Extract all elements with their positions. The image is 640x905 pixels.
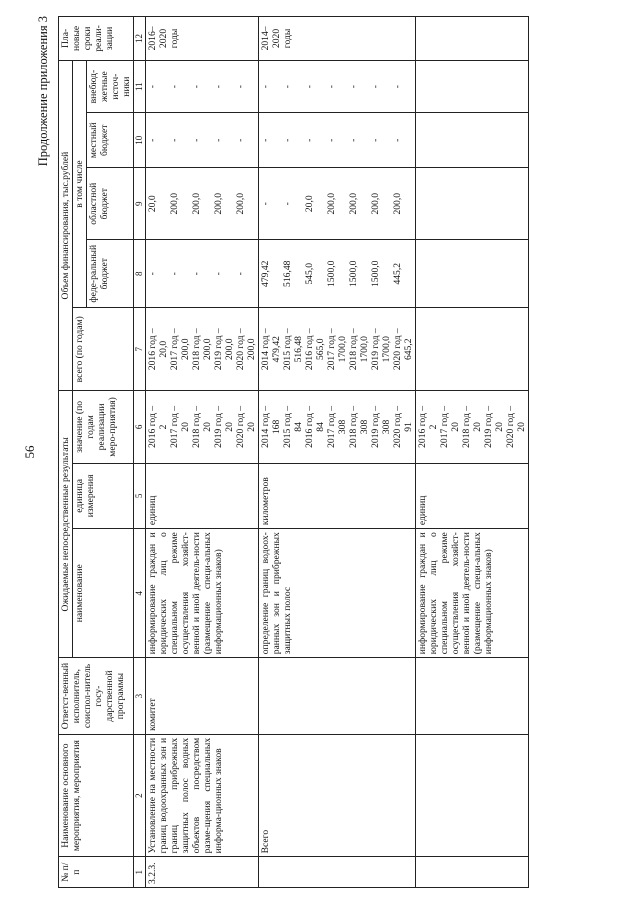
header-name: Наименование основного мероприятия, мероприятия: [59, 734, 134, 857]
col-index: 6: [134, 391, 146, 463]
row-executor: [259, 658, 416, 735]
col-index: 12: [134, 17, 146, 61]
row-result-value: 2016 год – 2 2017 год – 20 2018 год – 20 2019 год – 20 2020 год – 20: [416, 391, 529, 463]
row-result-unit: единиц: [146, 463, 259, 529]
header-result-value: значение (по годам реализации меро-приятия): [73, 391, 134, 463]
col-index: 3: [134, 658, 146, 735]
header-fin-regional: областной бюджет: [87, 168, 134, 240]
row-name: Установление на местности границ водоохранных зон и границ прибрежных защитных полос водных объектов посредством разме-щения специальных информа-ционных знаков: [146, 734, 259, 857]
row-fin-extra: - - - - - - -: [259, 60, 416, 113]
column-index-row: [134, 17, 146, 888]
row-fin-local: - - - - -: [146, 113, 259, 168]
row-result-name: определение границ водоох-ранных зон и прибрежных защитных полос: [259, 529, 416, 658]
row-num: [259, 857, 416, 888]
header-executor: Ответст-венный исполнитель, соиспол-нитель госу-дарственной программы: [59, 658, 134, 735]
header-fin-local: местный бюджет: [87, 113, 134, 168]
row-result-name: информирование граждан и юридических лиц о специальном режиме осуществления хозяйст-венной и иной деятель-ности (размещение специ-альных информационных знаков): [416, 529, 529, 658]
row-executor: [416, 658, 529, 735]
header-fin-including: в том числе: [73, 60, 87, 307]
header-fin-extra: внебюд-жетные источ-ники: [87, 60, 134, 113]
row-fin-total: [416, 308, 529, 391]
row-num: [416, 857, 529, 888]
col-index: 11: [134, 60, 146, 113]
col-index: 5: [134, 463, 146, 529]
col-index: 2: [134, 734, 146, 857]
row-terms: 2016– 2020 годы: [146, 17, 259, 61]
page-number: 56: [22, 445, 37, 459]
row-terms: 2014– 2020 годы: [259, 17, 416, 61]
table-row: [146, 17, 259, 888]
header-fin-total: всего (по годам): [73, 308, 134, 391]
col-index: 9: [134, 168, 146, 240]
row-fin-total: 2014 год – 479,42 2015 год – 516,48 2016 год – 565,0 2017 год – 1700,0 2018 год – 1700,0 2019 год – 1700,0 2020 год – 645,2: [259, 308, 416, 391]
row-result-unit: километров: [259, 463, 416, 529]
program-table: [58, 16, 529, 888]
col-index: 8: [134, 240, 146, 308]
header-num: № п/п: [59, 857, 134, 888]
row-name: Всего: [259, 734, 416, 857]
row-result-unit: единиц: [416, 463, 529, 529]
header-result-unit: единица измерения: [73, 463, 134, 529]
row-fin-federal: - - - - -: [146, 240, 259, 308]
col-index: 4: [134, 529, 146, 658]
row-fin-regional: 20,0 200,0 200,0 200,0 200,0: [146, 168, 259, 240]
header-result-name: наименование: [73, 529, 134, 658]
col-index: 7: [134, 308, 146, 391]
row-result-value: 2014 год – 168 2015 год – 84 2016 год – 84 2017 год – 308 2018 год – 308 2019 год – 308 2020 год – 91: [259, 391, 416, 463]
header-terms: Пла-новые сроки реали-зации: [59, 17, 134, 61]
row-fin-regional: [416, 168, 529, 240]
row-result-value: 2016 год – 2 2017 год – 20 2018 год – 20 2019 год – 20 2020 год – 20: [146, 391, 259, 463]
row-fin-extra: - - - - -: [146, 60, 259, 113]
row-num: 3.2.3.: [146, 857, 259, 888]
header-financing-group: Объем финансирования, тыс.рублей: [59, 60, 73, 390]
header-fin-federal: феде-ральный бюджет: [87, 240, 134, 308]
row-fin-local: [416, 113, 529, 168]
row-fin-federal: 479,42 516,48 545,0 1500,0 1500,0 1500,0 445,2: [259, 240, 416, 308]
col-index: 10: [134, 113, 146, 168]
row-fin-federal: [416, 240, 529, 308]
rotated-sheet: [20, 12, 620, 892]
row-fin-local: - - - - - - -: [259, 113, 416, 168]
col-index: 1: [134, 857, 146, 888]
appendix-caption: Продолжение приложения 3: [36, 16, 50, 167]
row-fin-total: 2016 год – 20,0 2017 год – 200,0 2018 год – 200,0 2019 год – 200,0 2020 год – 200,0: [146, 308, 259, 391]
row-result-name: информирование граждан и юридических лиц о специальном режиме осуществления хозяйст-венной и иной деятель-ности (размещение специ-альных информационных знаков): [146, 529, 259, 658]
row-fin-regional: - - 20,0 200,0 200,0 200,0 200,0: [259, 168, 416, 240]
row-terms: [416, 17, 529, 61]
row-fin-extra: [416, 60, 529, 113]
table-row: [416, 17, 529, 888]
row-executor: комитет: [146, 658, 259, 735]
table-row: [259, 17, 416, 888]
header-results-group: Ожидаемые непосредственные результаты: [59, 391, 73, 658]
row-name: [416, 734, 529, 857]
